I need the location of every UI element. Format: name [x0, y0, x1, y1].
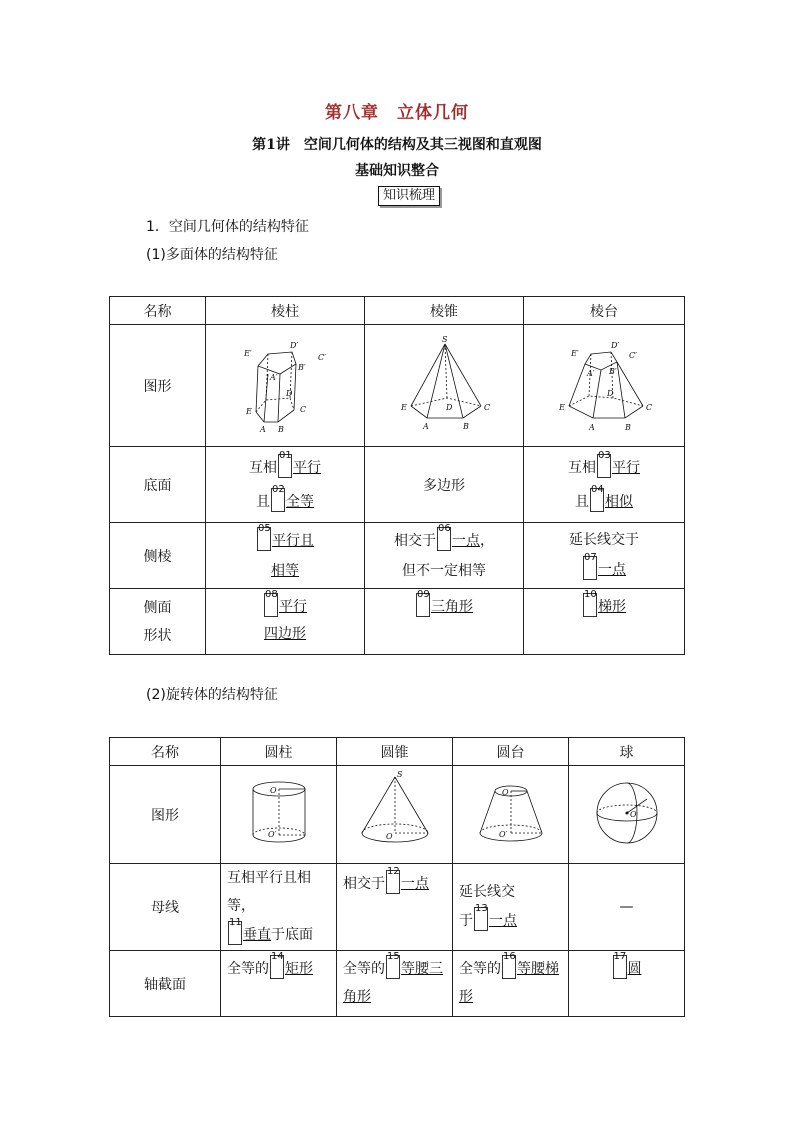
frustum-cone-label: O′ — [498, 829, 507, 839]
heading-polyhedra: (1)多面体的结构特征 — [146, 247, 278, 263]
prism-label: E′ — [244, 348, 252, 358]
cylinder-label: O′ — [267, 829, 276, 839]
prism-figure-cell — [206, 325, 365, 447]
pyramid-figure-cell — [365, 325, 524, 447]
cone-generatrix-cell: 相交于 12 一点 — [337, 864, 453, 951]
prism-label: B′ — [298, 362, 306, 372]
pyramid-label: A — [423, 421, 429, 431]
prism-label: B — [278, 424, 284, 434]
row-label-axial-section: 轴截面 — [110, 951, 221, 1017]
lecture-title: 第1讲 空间几何体的结构及其三视图和直观图 — [252, 137, 542, 153]
sphere-generatrix-cell: — — [569, 864, 685, 951]
answer-text: 相似 — [605, 493, 633, 510]
answer-text: 角形 — [343, 989, 371, 1005]
row-label-side: 侧面 形状 — [110, 589, 206, 655]
frustum-cone-figure-cell — [453, 766, 569, 864]
sphere-figure — [587, 773, 667, 853]
cylinder-label: O — [269, 785, 277, 795]
header-name: 名称 — [110, 297, 206, 325]
answer-text: 平行 — [293, 459, 321, 476]
header-cylinder: 圆柱 — [221, 738, 337, 766]
pyramid-label: S — [442, 334, 448, 344]
answer-text: 平行 — [612, 459, 640, 476]
answer-blank: 16 — [502, 955, 516, 979]
answer-text: 平行 — [279, 599, 307, 615]
frustum-side-cell — [524, 589, 685, 655]
prism-side-cell — [206, 589, 365, 655]
answer-text: 平行且 — [272, 532, 314, 549]
prism-label: C — [300, 404, 307, 414]
prism-base-cell: 互相 01 平行 且 02 全等 — [206, 447, 365, 523]
pyramid-label: B — [463, 421, 469, 431]
frustum-label: C′ — [629, 350, 637, 360]
frustum-edge-cell: 延长线交于 07 一点 — [524, 523, 685, 589]
cone-figure — [350, 769, 440, 857]
cylinder-figure — [234, 773, 324, 853]
answer-blank: 12 — [386, 870, 400, 894]
pyramid-label: E — [401, 402, 407, 412]
answer-blank: 11 — [228, 921, 242, 945]
heading-revolution: (2)旋转体的结构特征 — [146, 687, 278, 703]
answer-blank: 14 — [270, 955, 284, 979]
sphere-label: O — [629, 809, 637, 819]
sphere-axial-cell — [569, 951, 685, 1017]
answer-text: 四边形 — [264, 626, 306, 642]
frustum-label: B — [625, 422, 631, 432]
header-frustum-cone: 圆台 — [453, 738, 569, 766]
frustum-cone-label: O — [501, 787, 509, 797]
header-name: 名称 — [110, 738, 221, 766]
knowledge-tag: 知识梳理 — [378, 186, 440, 206]
answer-text: 一点 — [452, 532, 480, 549]
prism-edge-cell — [206, 523, 365, 589]
pyramid-side-cell — [365, 589, 524, 655]
pyramid-edge-cell: 相交于 06 一点， 但不一定相等 — [365, 523, 524, 589]
frustum-label: A′ — [587, 368, 595, 378]
answer-text: 相等 — [271, 562, 299, 579]
cone-figure-cell — [337, 766, 453, 864]
prism-figure — [230, 334, 340, 434]
section-title: 基础知识整合 — [355, 163, 439, 179]
pyramid-figure — [389, 334, 499, 434]
answer-text: 矩形 — [285, 961, 313, 977]
answer-text: 等腰三 — [401, 961, 443, 977]
answer-text: 一点 — [401, 876, 429, 892]
cone-label: O — [385, 831, 393, 841]
cylinder-generatrix-cell: 互相平行且相等， 11 垂直于底面 — [221, 864, 337, 951]
sphere-figure-cell — [569, 766, 685, 864]
answer-text: 一点 — [598, 561, 626, 578]
frustum-figure-cell — [524, 325, 685, 447]
pyramid-label: D — [446, 402, 453, 412]
answer-text: 三角形 — [431, 599, 473, 615]
prism-label: A′ — [270, 372, 278, 382]
answer-text: 垂直 — [243, 927, 271, 943]
cone-label: S — [396, 769, 402, 779]
answer-blank: 02 — [271, 488, 285, 512]
answer-blank: 04 — [590, 488, 604, 512]
frustum-label: E′ — [571, 348, 579, 358]
polyhedra-table — [109, 296, 685, 655]
frustum-cone-figure — [466, 773, 556, 853]
frustum-cone-generatrix-cell: 延长线交 于 13 一点 — [453, 864, 569, 951]
answer-blank: 09 — [416, 593, 430, 617]
answer-text: 等腰梯 — [517, 961, 559, 977]
answer-text: 一点 — [489, 913, 517, 929]
header-frustum: 棱台 — [524, 297, 685, 325]
row-label-generatrix: 母线 — [110, 864, 221, 951]
cylinder-axial-cell: 全等的 14 矩形 — [221, 951, 337, 1017]
header-cone: 圆锥 — [337, 738, 453, 766]
row-label-figure: 图形 — [110, 325, 206, 447]
frustum-figure — [549, 334, 659, 434]
answer-text: 圆 — [627, 961, 642, 977]
frustum-label: A — [589, 422, 595, 432]
answer-text: 全等 — [286, 493, 314, 510]
frustum-base-cell: 互相 03 平行 且 04 相似 — [524, 447, 685, 523]
answer-blank: 06 — [437, 527, 451, 551]
header-sphere: 球 — [569, 738, 685, 766]
chapter-title: 第八章 立体几何 — [325, 103, 469, 123]
answer-text: 梯形 — [598, 599, 626, 615]
answer-blank: 17 — [613, 955, 627, 979]
row-label-edge: 侧棱 — [110, 523, 206, 589]
prism-label: A — [260, 424, 266, 434]
prism-label: D′ — [290, 340, 299, 350]
cone-axial-cell: 全等的 15 等腰三 角形 — [337, 951, 453, 1017]
row-label-figure: 图形 — [110, 766, 221, 864]
heading-structure: 1．空间几何体的结构特征 — [146, 219, 309, 235]
header-prism: 棱柱 — [206, 297, 365, 325]
revolution-table — [109, 737, 685, 1017]
pyramid-base-cell: 多边形 — [365, 447, 524, 523]
answer-blank: 10 — [583, 593, 597, 617]
answer-blank: 05 — [257, 527, 271, 551]
answer-text: 形 — [459, 989, 473, 1005]
pyramid-label: C — [484, 402, 491, 412]
prism-label: D — [286, 388, 293, 398]
answer-blank: 08 — [264, 593, 278, 617]
answer-blank: 03 — [597, 454, 611, 478]
frustum-label: C — [646, 402, 653, 412]
answer-blank: 13 — [474, 907, 488, 931]
frustum-label: D′ — [611, 340, 620, 350]
frustum-label: E — [559, 402, 565, 412]
frustum-cone-axial-cell: 全等的 16 等腰梯 形 — [453, 951, 569, 1017]
frustum-label: D — [607, 388, 614, 398]
prism-label: C′ — [318, 352, 326, 362]
prism-label: E — [246, 406, 252, 416]
frustum-label: B′ — [609, 366, 617, 376]
answer-blank: 15 — [386, 955, 400, 979]
cylinder-figure-cell — [221, 766, 337, 864]
answer-blank: 07 — [583, 556, 597, 580]
row-label-base: 底面 — [110, 447, 206, 523]
answer-blank: 01 — [278, 454, 292, 478]
header-pyramid: 棱锥 — [365, 297, 524, 325]
